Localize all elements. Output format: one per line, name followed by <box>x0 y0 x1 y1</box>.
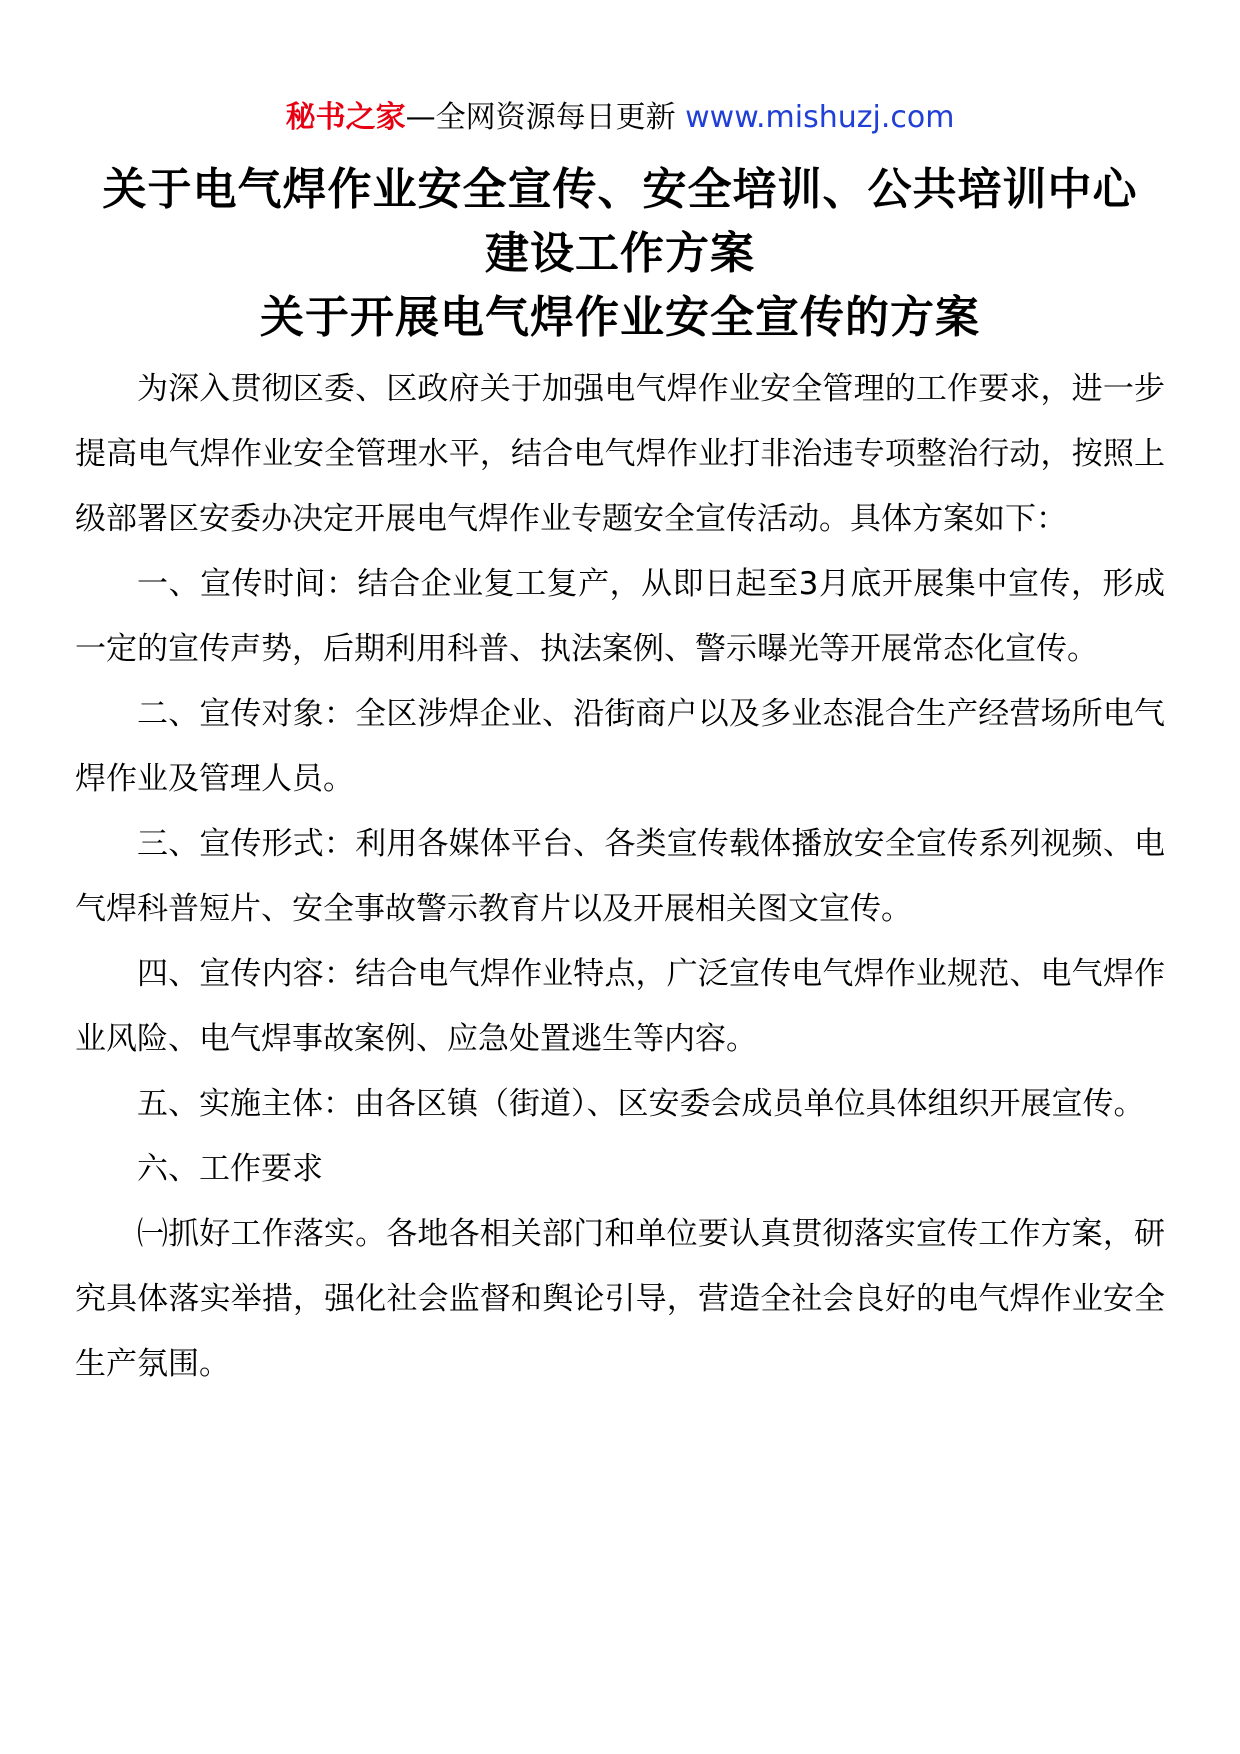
site-slogan: —全网资源每日更新 <box>405 100 686 135</box>
site-header <box>0 98 1240 138</box>
document-body <box>75 357 1165 1397</box>
title-line-3: 关于开展电气焊作业安全宣传的方案 <box>260 292 980 343</box>
paragraph-subsection-1: ㈠抓好工作落实。各地各相关部门和单位要认真贯彻落实宣传工作方案，研究具体落实举措，强化社会监督和舆论引导，营造全社会良好的电气焊作业安全生产氛围。 <box>75 1216 1165 1382</box>
document-title <box>60 158 1180 350</box>
site-url-link[interactable]: www.mishuzj.com <box>685 100 955 135</box>
title-line-2: 建设工作方案 <box>485 228 755 279</box>
paragraph-intro: 为深入贯彻区委、区政府关于加强电气焊作业安全管理的工作要求，进一步提高电气焊作业安全管理水平，结合电气焊作业打非治违专项整治行动，按照上级部署区安委办决定开展电气焊作业专题安全宣传活动。具体方案如下： <box>75 371 1165 537</box>
paragraph-section-1: 一、宣传时间：结合企业复工复产，从即日起至3月底开展集中宣传，形成一定的宣传声势，后期利用科普、执法案例、警示曝光等开展常态化宣传。 <box>75 566 1165 667</box>
paragraph-section-2: 二、宣传对象：全区涉焊企业、沿街商户以及多业态混合生产经营场所电气焊作业及管理人员。 <box>75 696 1165 797</box>
paragraph-section-4: 四、宣传内容：结合电气焊作业特点，广泛宣传电气焊作业规范、电气焊作业风险、电气焊事故案例、应急处置逃生等内容。 <box>75 956 1165 1057</box>
site-brand: 秘书之家 <box>285 100 406 135</box>
paragraph-section-3: 三、宣传形式：利用各媒体平台、各类宣传载体播放安全宣传系列视频、电气焊科普短片、安全事故警示教育片以及开展相关图文宣传。 <box>75 826 1165 927</box>
title-line-1: 关于电气焊作业安全宣传、安全培训、公共培训中心 <box>102 164 1138 215</box>
paragraph-section-6-heading: 六、工作要求 <box>137 1151 323 1187</box>
paragraph-section-5: 五、实施主体：由各区镇（街道）、区安委会成员单位具体组织开展宣传。 <box>137 1086 1145 1122</box>
